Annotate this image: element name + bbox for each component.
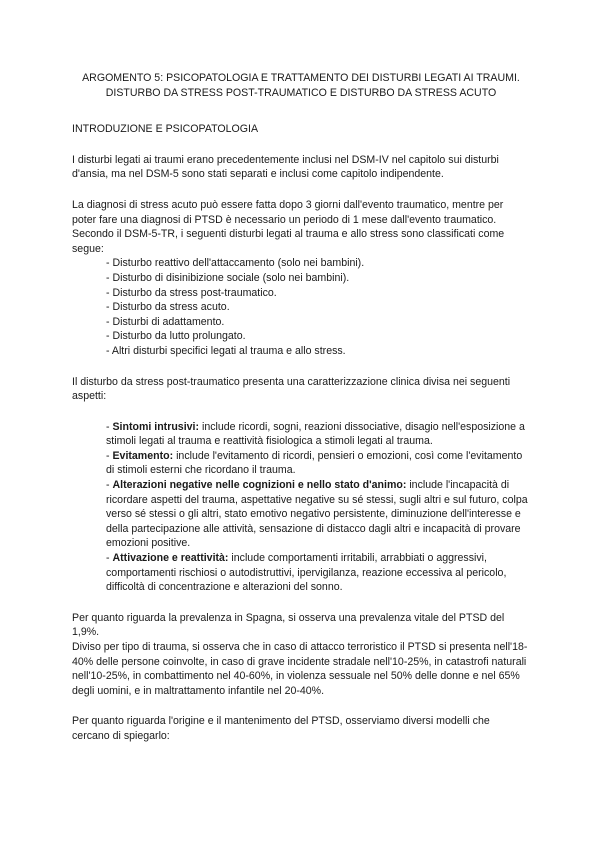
list-item: - Disturbi di adattamento. (106, 315, 225, 328)
section-heading: INTRODUZIONE E PSICOPATOLOGIA (72, 123, 259, 136)
list-item: - Disturbo da stress post-traumatico. (106, 286, 277, 299)
paragraph-prevalence: Per quanto riguarda la prevalenza in Spagna, si osserva una prevalenza vitale del PTSD del 1,9%. (72, 611, 505, 639)
symptom-item (106, 478, 530, 551)
symptom-label: Attivazione e reattività: (112, 552, 229, 565)
paragraph-intro: I disturbi legati ai traumi erano precedentemente inclusi nel DSM-IV nel capitolo sui disturbi d'ansia, ma nel DSM-5 sono stati separati e inclusi come capitolo indipendente. (72, 153, 499, 181)
paragraph-ptsd-aspects: Il disturbo da stress post-traumatico presenta una caratterizzazione clinica divisa nei seguenti aspetti: (72, 375, 511, 403)
paragraph-trauma-type: Diviso per tipo di trauma, si osserva che in caso di attacco terroristico il PTSD si presenta nell'18-40% delle persone coinvolte, in caso di grave incidente stradale nell'10-25%, in catastrofi naturali nell'10-25%, in combattimento nel 40-60%, in violenza sessuale nel 50% delle donne e nel 65% degli uomini, e in maltrattamento infantile nel 20-40%. (72, 641, 528, 697)
symptom-prefix: - (106, 552, 113, 565)
symptom-text: include ricordi, sogni, reazioni dissociative, disagio nell'esposizione a stimoli legati al trauma e reattività fisiologica a stimoli legati al trauma. (106, 420, 525, 448)
paragraph-models: Per quanto riguarda l'origine e il mantenimento del PTSD, osserviamo diversi modelli che cercano di spiegarlo: (72, 715, 490, 742)
symptom-label: Evitamento: (112, 449, 174, 462)
symptom-prefix: - (106, 479, 113, 492)
disorder-list (72, 256, 530, 358)
symptom-item (106, 449, 530, 478)
symptom-label: Alterazioni negative nelle cognizioni e nello stato d'animo: (112, 479, 407, 492)
list-item: - Disturbo di disinibizione sociale (solo nei bambini). (106, 271, 350, 284)
list-item: - Disturbo da stress acuto. (106, 301, 230, 314)
symptom-text: include l'incapacità di ricordare aspetti del trauma, aspettative negative su sé stessi, sugli altri e sul futuro, colpa verso sé stessi o gli altri, stato emotivo negativo persistente, diminuzione dell'interesse e della partecipazione alle attività, sensazione di distacco dagli altri e incapacità di provare emozioni positive. (106, 479, 528, 550)
document-title: ARGOMENTO 5: PSICOPATOLOGIA E TRATTAMENTO DEI DISTURBI LEGATI AI TRAUMI. DISTURBO DA STRESS POST-TRAUMATICO E DISTURBO DA STRESS ACUTO (82, 72, 520, 99)
list-item: - Disturbo reattivo dell'attaccamento (solo nei bambini). (106, 257, 365, 270)
symptom-list (72, 420, 530, 595)
paragraph-diagnosis: La diagnosi di stress acuto può essere fatta dopo 3 giorni dall'evento traumatico, mentre per poter fare una diagnosi di PTSD è necessario un periodo di 1 mese dall'evento traumatico. Secondo il DSM-5-TR, i seguenti disturbi legati al trauma e allo stress sono classificati come segue: (72, 198, 505, 255)
list-item: - Disturbo da lutto prolungato. (106, 330, 246, 343)
symptom-label: Sintomi intrusivi: (112, 420, 200, 433)
symptom-text: include l'evitamento di ricordi, pensieri o emozioni, così come l'evitamento di stimoli esterni che ricordano il trauma. (106, 449, 523, 477)
document-content (72, 71, 530, 760)
symptom-prefix: - (106, 449, 113, 462)
symptom-prefix: - (106, 420, 113, 433)
symptom-item (106, 551, 530, 595)
symptom-item (106, 420, 530, 449)
symptom-text: include comportamenti irritabili, arrabbiati o aggressivi, comportamenti rischiosi o autodistruttivi, ipervigilanza, reazione eccessiva al pericolo, difficoltà di concentrazione e alterazioni del sonno. (106, 552, 507, 594)
list-item: - Altri disturbi specifici legati al trauma e allo stress. (106, 344, 346, 357)
